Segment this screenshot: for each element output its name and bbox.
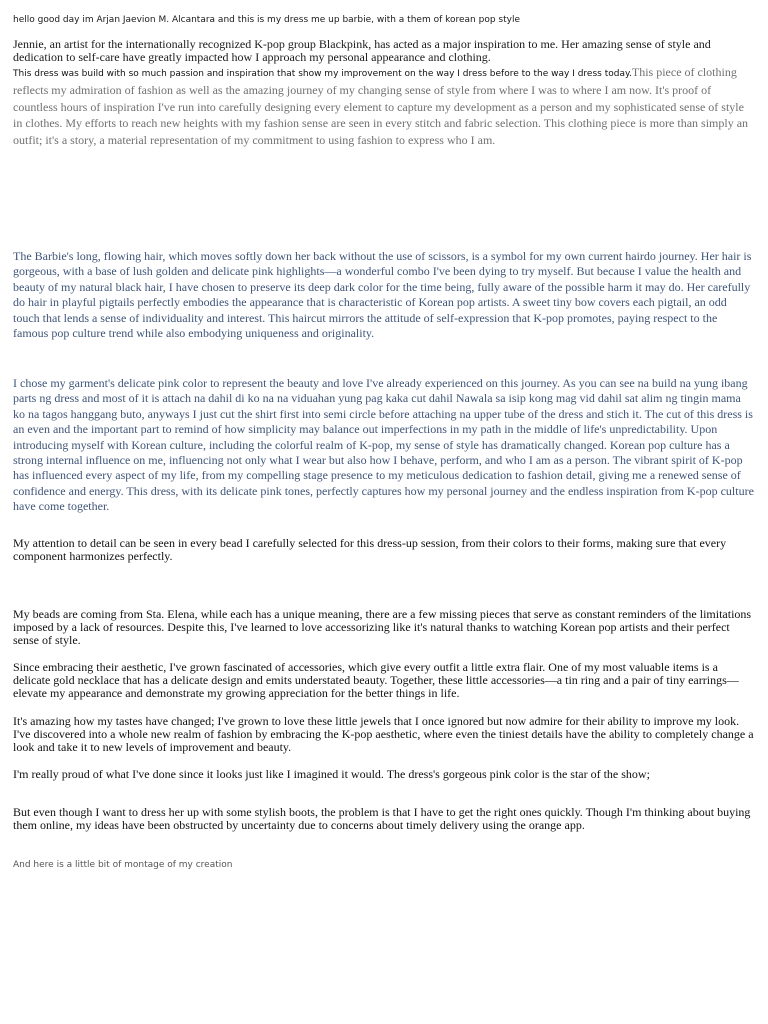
montage-caption: And here is a little bit of montage of my creation <box>13 860 233 870</box>
boots-paragraph: But even though I want to dress her up with some stylish boots, the problem is that I have to get the right ones quickly. Though I'm thinking about buying them online, my ideas have been obstructed by uncertainty due to concerns about timely delivery using the orange app. <box>13 805 751 832</box>
passion-lead-text: This dress was build with so much passion and inspiration that show my improvement on the way I dress before to the way I dress today. <box>13 69 632 79</box>
intro-line: hello good day im Arjan Jaevion M. Alcantara and this is my dress me up barbie, with a them of korean pop style <box>13 15 520 25</box>
proud-paragraph: I'm really proud of what I've done since it looks just like I imagined it would. The dress's gorgeous pink color is the star of the show; <box>13 767 650 781</box>
passion-rest-text: This piece of clothing reflects my admiration of fashion as well as the amazing journey of my changing sense of style from where I was to where I am now. It's proof of countless hours of inspiration I've run into carefully designing every element to capture my development as a person and my sophisticated sense of style in clothes. My efforts to reach new heights with my fashion sense are seen in every stitch and fabric selection. This clothing piece is more than simply an outfit; it's a story, a material representation of my commitment to using fashion to express who I am. <box>13 65 749 147</box>
passion-paragraph <box>13 64 755 148</box>
detail-paragraph: My attention to detail can be seen in every bead I carefully selected for this dress-up session, from their colors to their forms, making sure that every component harmonizes perfectly. <box>13 536 727 563</box>
jennie-paragraph: Jennie, an artist for the internationally recognized K-pop group Blackpink, has acted as a major inspiration to me. Her amazing sense of style and dedication to self-care have greatly impacted how I approach my personal appearance and clothing. <box>13 37 711 64</box>
pink-color-paragraph: I chose my garment's delicate pink color to represent the beauty and love I've already experienced on this journey. As you can see na build na yung ibang parts ng dress and most of it is attach na dahil di ko na na viduahan yung pag kaka cut dahil Nawala sa isip kong mag vid dahil sat alim ng tingin mama ko na tagos hanggang buto, anyways I just cut the shirt first into semi circle before attaching na upper tube of the dress and stich it. The cut of this dress is an even and the important part to remind of how simplicity may balance out imperfections in my path in the middle of life's unpredictability. Upon introducing myself with Korean culture, including the colorful realm of K-pop, my sense of style has dramatically changed. Korean pop culture has a strong internal influence on me, influencing not only what I wear but also how I behave, perform, and who I am as a person. The vibrant spirit of K-pop has influenced every aspect of my life, from my compelling stage presence to my meticulous dedication to fashion detail, giving me a renewed sense of confidence and energy. This dress, with its delicate pink tones, perfectly captures how my personal journey and the endless inspiration from K-pop culture have come together. <box>13 376 754 514</box>
tastes-paragraph: It's amazing how my tastes have changed; I've grown to love these little jewels that I once ignored but now admire for their ability to improve my look. I've discovered into a whole new realm of fashion by embracing the K-pop aesthetic, where even the tiniest details have the ability to completely change a look and take it to new levels of improvement and beauty. <box>13 714 754 754</box>
barbie-hair-paragraph: The Barbie's long, flowing hair, which moves softly down her back without the use of scissors, is a symbol for my own current hairdo journey. Her hair is gorgeous, with a base of lush golden and delicate pink highlights—a wonderful combo I've been dying to try myself. But because I value the health and beauty of my natural black hair, I have chosen to preserve its deep dark color for the time being, fully aware of the possible harm it may do. Her carefully do hair in playful pigtails perfectly embodies the appearance that is characteristic of Korean pop artists. A sweet tiny bow covers each pigtail, an odd touch that lends a sense of individuality and interest. This haircut mirrors the attitude of self-expression that K-pop promotes, paying respect to the famous pop culture trend while also embodying uniqueness and originality. <box>13 249 752 341</box>
beads-paragraph: My beads are coming from Sta. Elena, while each has a unique meaning, there are a few missing pieces that serve as constant reminders of the limitations imposed by a lack of resources. Despite this, I've learned to love accessorizing like it's natural thanks to watching Korean pop artists and their perfect sense of style. <box>13 607 752 647</box>
aesthetic-paragraph: Since embracing their aesthetic, I've grown fascinated of accessories, which give every outfit a little extra flair. One of my most valuable items is a delicate gold necklace that has a delicate design and emits understated beauty. Together, these little accessories—a tin ring and a pair of tiny earrings—elevate my appearance and demonstrate my growing appreciation for the better things in life. <box>13 660 739 700</box>
